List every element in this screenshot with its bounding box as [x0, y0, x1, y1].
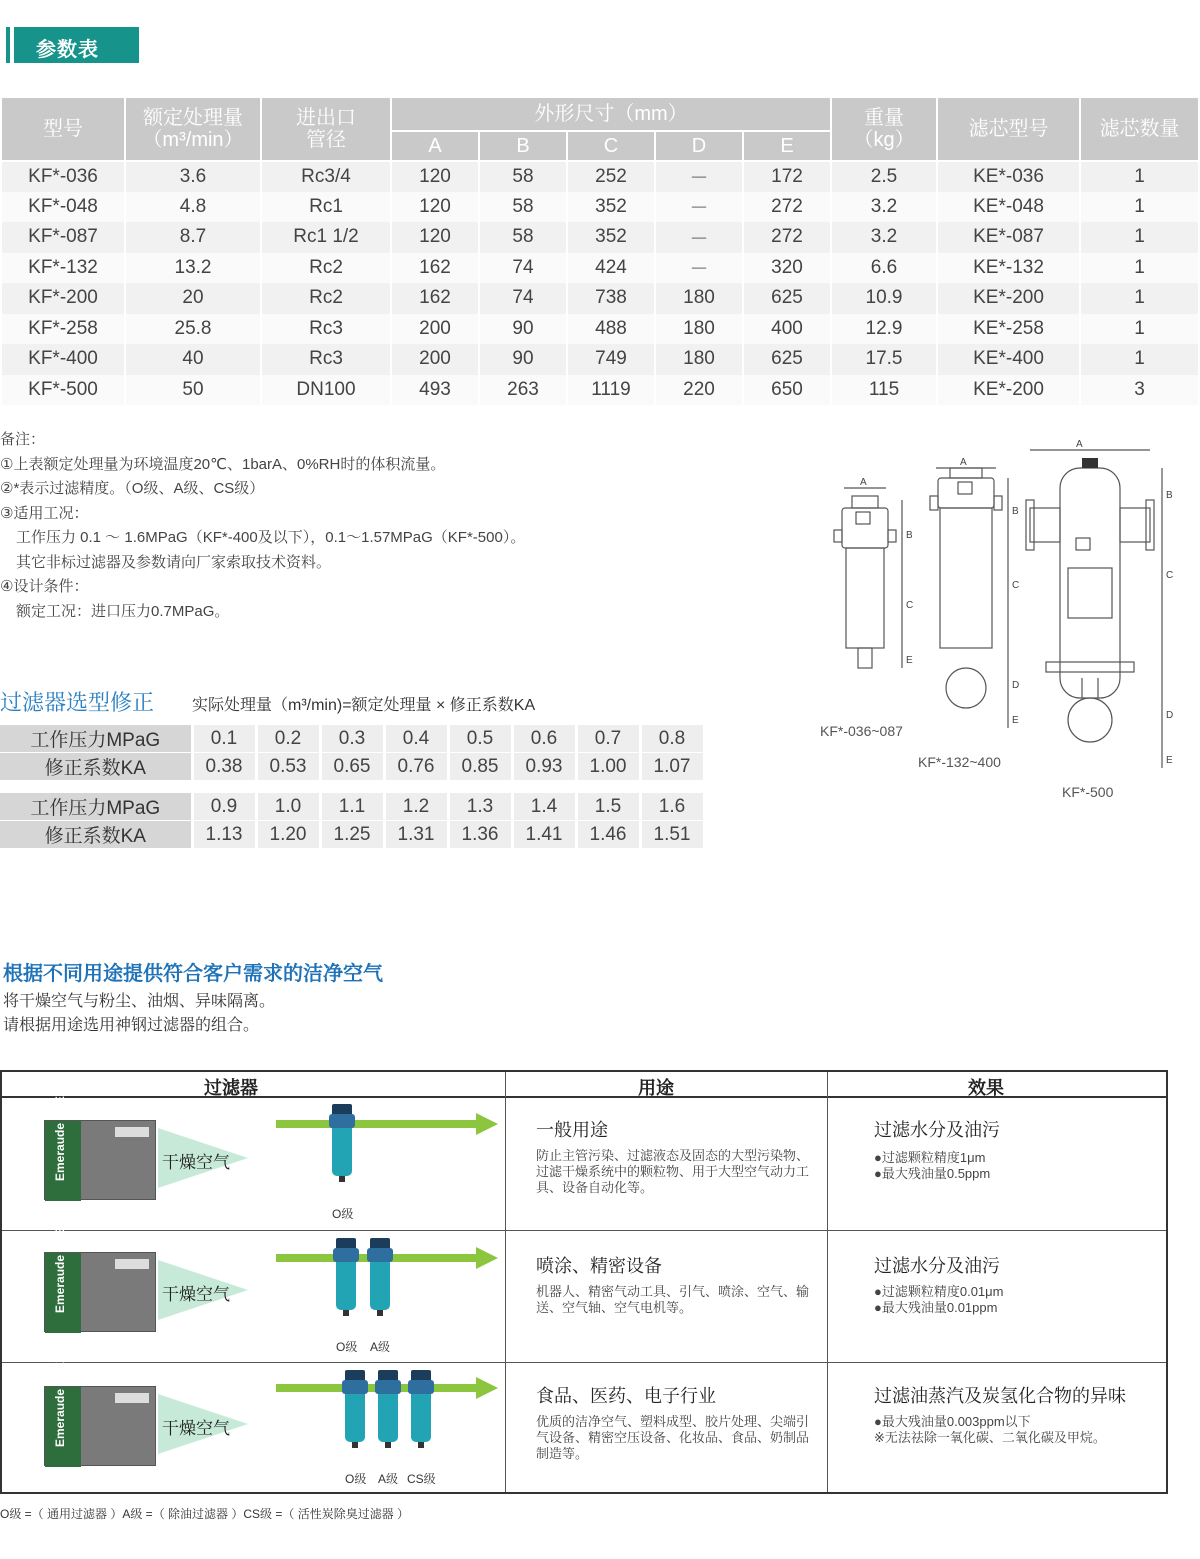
table-cell: －: [655, 161, 743, 192]
factor-value: 1.31: [384, 821, 448, 849]
table-cell: KE*-200: [937, 375, 1080, 406]
factor-value: 1.41: [512, 821, 576, 849]
table-cell: 162: [391, 253, 479, 284]
table-cell: 650: [743, 375, 831, 406]
header-filter: 过滤器: [204, 1078, 258, 1098]
effect-line: ※无法祛除一氧化碳、二氧化碳及甲烷。: [874, 1430, 1106, 1445]
col-dim-b: B: [479, 131, 567, 161]
effect-line: ●过滤颗粒精度0.01μm: [874, 1284, 1004, 1299]
table-cell: Rc2: [261, 283, 391, 314]
table-cell: －: [655, 222, 743, 253]
pressure-value: 0.3: [320, 725, 384, 753]
footnote: O级 =（ 通用过滤器 ）A级 =（ 除油过滤器 ）CS级 =（ 活性炭除臭过滤器 ）: [0, 1507, 410, 1521]
table-cell: 74: [479, 283, 567, 314]
arrow-right-icon: [476, 1247, 498, 1269]
col-dim-a: A: [391, 131, 479, 161]
filter-label: A级: [378, 1472, 399, 1486]
pressure-label: 工作压力MPaG: [0, 793, 192, 821]
table-cell: －: [655, 253, 743, 284]
pressure-value: 1.4: [512, 793, 576, 821]
table-cell: KE*-400: [937, 344, 1080, 375]
table-cell: 1: [1080, 314, 1199, 345]
table-cell: 25.8: [125, 314, 261, 345]
header-effect: 效果: [968, 1078, 1004, 1098]
factor-value: 1.36: [448, 821, 512, 849]
filter-cs-icon: [408, 1370, 434, 1446]
compressor-icon: [44, 1228, 156, 1332]
header-use: 用途: [638, 1078, 674, 1098]
table-cell: 488: [567, 314, 655, 345]
pressure-value: 1.2: [384, 793, 448, 821]
use-title: 一般用途: [536, 1120, 608, 1140]
table-cell: 1: [1080, 222, 1199, 253]
parameter-table-body: [1, 161, 1199, 405]
section2-title: 根据不同用途提供符合客户需求的洁净空气: [3, 963, 383, 985]
table-cell: 180: [655, 314, 743, 345]
note-2: ②*表示过滤精度。（O级、A级、CS级）: [0, 480, 265, 497]
table-cell: KF*-258: [1, 314, 125, 345]
dim-d-medium: D: [1012, 680, 1020, 691]
dim-b-medium: B: [1012, 506, 1019, 517]
pressure-value: 1.3: [448, 793, 512, 821]
diagram-label-large: KF*-500: [1062, 784, 1114, 800]
table-row: [1, 253, 1199, 284]
table-cell: 1: [1080, 344, 1199, 375]
section2-line-2: 请根据用途选用神钢过滤器的组合。: [3, 1017, 260, 1034]
pressure-value: 0.6: [512, 725, 576, 753]
table-cell: 200: [391, 314, 479, 345]
table-cell: 749: [567, 344, 655, 375]
table-cell: KE*-132: [937, 253, 1080, 284]
table-cell: 220: [655, 375, 743, 406]
table-cell: 320: [743, 253, 831, 284]
note-3: ③适用工况：: [0, 504, 89, 522]
table-cell: 90: [479, 344, 567, 375]
table-cell: 10.9: [831, 283, 937, 314]
table-cell: 424: [567, 253, 655, 284]
effect-line: ●最大残油量0.01ppm: [874, 1300, 998, 1315]
table-cell: 625: [743, 283, 831, 314]
table-cell: 493: [391, 375, 479, 406]
ka-table-1: [0, 725, 706, 781]
table-row: [1, 192, 1199, 223]
filter-o-icon: [329, 1104, 355, 1180]
section-title-bar: [10, 27, 139, 63]
effect-line: ●过滤颗粒精度1μm: [874, 1150, 986, 1165]
pressure-value: 1.1: [320, 793, 384, 821]
factor-value: 0.85: [448, 753, 512, 781]
arrow-bar: [276, 1120, 476, 1128]
table-cell: 20: [125, 283, 261, 314]
table-cell: 3: [1080, 375, 1199, 406]
diagram-label-small: KF*-036~087: [820, 723, 903, 739]
compressor-icon: [44, 1362, 156, 1466]
filter-label: A级: [370, 1340, 391, 1354]
table-cell: KE*-258: [937, 314, 1080, 345]
dim-e-large: E: [1166, 755, 1173, 766]
col-dim-d: D: [655, 131, 743, 161]
table-cell: 180: [655, 344, 743, 375]
table-row: [1, 314, 1199, 345]
dim-a-medium: A: [960, 457, 967, 468]
pressure-value: 0.9: [192, 793, 256, 821]
dim-e-small: E: [906, 655, 913, 666]
dim-e-medium: E: [1012, 715, 1019, 726]
section-title: 参数表: [36, 39, 99, 61]
factor-value: 0.53: [256, 753, 320, 781]
dim-b-small: B: [906, 530, 913, 541]
table-cell: 3.6: [125, 161, 261, 192]
table-cell: KF*-087: [1, 222, 125, 253]
col-count: 滤芯数量: [1080, 97, 1199, 161]
filter-o-icon: [342, 1370, 368, 1446]
dimension-drawing-svg: [820, 438, 1198, 808]
filter-label: O级: [332, 1207, 354, 1221]
section2-line-1: 将干燥空气与粉尘、油烟、异味隔离。: [3, 993, 276, 1010]
table-cell: DN100: [261, 375, 391, 406]
table-cell: KF*-048: [1, 192, 125, 223]
factor-label: 修正系数KA: [0, 753, 192, 781]
table-cell: 738: [567, 283, 655, 314]
table-cell: 8.7: [125, 222, 261, 253]
arrow-right-icon: [476, 1113, 498, 1135]
factor-value: 1.07: [640, 753, 704, 781]
effect-line: ●最大残油量0.003ppm以下: [874, 1414, 1031, 1429]
table-cell: －: [655, 192, 743, 223]
table-cell: 1: [1080, 161, 1199, 192]
effect-line: ●最大残油量0.5ppm: [874, 1166, 991, 1181]
arrow-right-icon: [476, 1377, 498, 1399]
table-cell: 120: [391, 161, 479, 192]
table-cell: Rc3: [261, 344, 391, 375]
dim-c-small: C: [906, 600, 914, 611]
pressure-value: 1.6: [640, 793, 704, 821]
table-cell: KE*-048: [937, 192, 1080, 223]
use-desc: 机器人、精密气动工具、引气、喷涂、空气、输送、空气轴、空气电机等。: [536, 1284, 810, 1315]
note-1: ①上表额定处理量为环境温度20℃、1barA、0%RH时的体积流量。: [0, 455, 446, 473]
air-label: 干燥空气: [162, 1285, 230, 1304]
factor-value: 1.13: [192, 821, 256, 849]
selection-formula: 实际处理量（m³/min)=额定处理量 × 修正系数KA: [192, 697, 536, 714]
air-label: 干燥空气: [162, 1153, 230, 1172]
table-cell: 1: [1080, 283, 1199, 314]
factor-value: 1.25: [320, 821, 384, 849]
filter-label: O级: [345, 1472, 367, 1486]
table-cell: 3.2: [831, 192, 937, 223]
factor-label: 修正系数KA: [0, 821, 192, 849]
col-dim-e: E: [743, 131, 831, 161]
col-flow: 额定处理量 （m³/min）: [125, 97, 261, 161]
table-cell: KF*-200: [1, 283, 125, 314]
pressure-value: 0.1: [192, 725, 256, 753]
pressure-value: 0.4: [384, 725, 448, 753]
table-cell: KF*-500: [1, 375, 125, 406]
table-cell: Rc3/4: [261, 161, 391, 192]
table-cell: 1: [1080, 192, 1199, 223]
col-element: 滤芯型号: [937, 97, 1080, 161]
filter-label: CS级: [407, 1472, 436, 1486]
diagram-label-medium: KF*-132~400: [918, 754, 1001, 770]
table-cell: 74: [479, 253, 567, 284]
pressure-value: 1.5: [576, 793, 640, 821]
table-cell: 4.8: [125, 192, 261, 223]
table-cell: 1119: [567, 375, 655, 406]
effect-title: 过滤水分及油污: [874, 1256, 1000, 1276]
pressure-value: 1.0: [256, 793, 320, 821]
table-cell: 58: [479, 192, 567, 223]
table-cell: 17.5: [831, 344, 937, 375]
filter-a-icon: [367, 1238, 393, 1314]
table-cell: 352: [567, 222, 655, 253]
table-cell: Rc3: [261, 314, 391, 345]
note-4a: 额定工况：进口压力0.7MPaG。: [16, 602, 230, 620]
factor-value: 1.00: [576, 753, 640, 781]
factor-value: 0.93: [512, 753, 576, 781]
compressor-brand: Emeraude ALE: [53, 1096, 67, 1181]
table-cell: Rc2: [261, 253, 391, 284]
table-cell: 252: [567, 161, 655, 192]
usage-table: [0, 1070, 1168, 1494]
use-desc: 优质的洁净空气、塑料成型、胶片处理、尖端引气设备、精密空压设备、化妆品、食品、奶制品制造等。: [536, 1414, 810, 1461]
dim-b-large: B: [1166, 490, 1173, 501]
table-cell: 3.2: [831, 222, 937, 253]
note-3b: 其它非标过滤器及参数请向厂家索取技术资料。: [16, 553, 332, 571]
table-cell: 180: [655, 283, 743, 314]
col-dim-c: C: [567, 131, 655, 161]
table-row: [1, 161, 1199, 192]
table-cell: 6.6: [831, 253, 937, 284]
table-row: [1, 283, 1199, 314]
table-row: [1, 375, 1199, 406]
table-cell: KF*-400: [1, 344, 125, 375]
table-cell: Rc1: [261, 192, 391, 223]
table-cell: 625: [743, 344, 831, 375]
table-cell: 90: [479, 314, 567, 345]
pressure-label: 工作压力MPaG: [0, 725, 192, 753]
notes-heading: 备注：: [0, 431, 46, 448]
pressure-value: 0.5: [448, 725, 512, 753]
compressor-brand: Emeraude ALE: [53, 1362, 67, 1447]
table-cell: KE*-036: [937, 161, 1080, 192]
table-cell: 13.2: [125, 253, 261, 284]
factor-value: 0.38: [192, 753, 256, 781]
use-title: 喷涂、精密设备: [536, 1256, 662, 1276]
table-cell: 272: [743, 222, 831, 253]
table-cell: 263: [479, 375, 567, 406]
parameter-table: [0, 96, 1200, 405]
col-dims: 外形尺寸（mm）: [391, 97, 831, 131]
table-cell: 200: [391, 344, 479, 375]
table-cell: 400: [743, 314, 831, 345]
table-cell: 2.5: [831, 161, 937, 192]
pressure-value: 0.8: [640, 725, 704, 753]
compressor-icon: [44, 1096, 156, 1200]
table-cell: 172: [743, 161, 831, 192]
pressure-value: 0.2: [256, 725, 320, 753]
table-cell: KE*-087: [937, 222, 1080, 253]
note-3a: 工作压力 0.1 ～ 1.6MPaG（KF*-400及以下），0.1～1.57MPaG（KF*-500）。: [16, 529, 526, 546]
factor-value: 0.65: [320, 753, 384, 781]
usage-table-header: [2, 1072, 1166, 1098]
col-weight: 重量 （kg）: [831, 97, 937, 161]
col-model: 型号: [1, 97, 125, 161]
air-label: 干燥空气: [162, 1419, 230, 1438]
filter-dimension-drawings: [820, 438, 1198, 808]
effect-title: 过滤油蒸汽及炭氢化合物的异味: [874, 1386, 1126, 1406]
factor-value: 1.20: [256, 821, 320, 849]
table-cell: 352: [567, 192, 655, 223]
dim-c-large: C: [1166, 570, 1174, 581]
filter-o-icon: [333, 1238, 359, 1314]
ka-table-2: [0, 793, 706, 849]
filter-a-icon: [375, 1370, 401, 1446]
dim-d-large: D: [1166, 710, 1174, 721]
factor-value: 0.76: [384, 753, 448, 781]
table-cell: KF*-036: [1, 161, 125, 192]
table-cell: 1: [1080, 253, 1199, 284]
dim-a-small: A: [860, 477, 867, 488]
effect-title: 过滤水分及油污: [874, 1120, 1000, 1140]
table-cell: 162: [391, 283, 479, 314]
dim-a-large: A: [1076, 439, 1083, 450]
col-port: 进出口 管径: [261, 97, 391, 161]
table-cell: KF*-132: [1, 253, 125, 284]
factor-value: 1.46: [576, 821, 640, 849]
table-cell: 120: [391, 192, 479, 223]
selection-title: 过滤器选型修正: [0, 690, 155, 715]
use-desc: 防止主管污染、过滤液态及固态的大型污染物、过滤干燥系统中的颗粒物、用于大型空气动力工具、设备自动化等。: [536, 1148, 810, 1195]
table-cell: 115: [831, 375, 937, 406]
use-title: 食品、医药、电子行业: [536, 1386, 716, 1406]
table-row: [1, 222, 1199, 253]
factor-value: 1.51: [640, 821, 704, 849]
table-cell: 120: [391, 222, 479, 253]
note-4: ④设计条件：: [0, 578, 89, 595]
pressure-value: 0.7: [576, 725, 640, 753]
table-cell: 58: [479, 161, 567, 192]
notes: [0, 428, 525, 624]
table-cell: 272: [743, 192, 831, 223]
table-cell: 12.9: [831, 314, 937, 345]
compressor-brand: Emeraude ALE: [53, 1228, 67, 1313]
table-cell: 50: [125, 375, 261, 406]
dim-c-medium: C: [1012, 580, 1020, 591]
table-cell: 58: [479, 222, 567, 253]
table-row: [1, 344, 1199, 375]
filter-label: O级: [336, 1340, 358, 1354]
table-cell: Rc1 1/2: [261, 222, 391, 253]
table-cell: KE*-200: [937, 283, 1080, 314]
table-cell: 40: [125, 344, 261, 375]
